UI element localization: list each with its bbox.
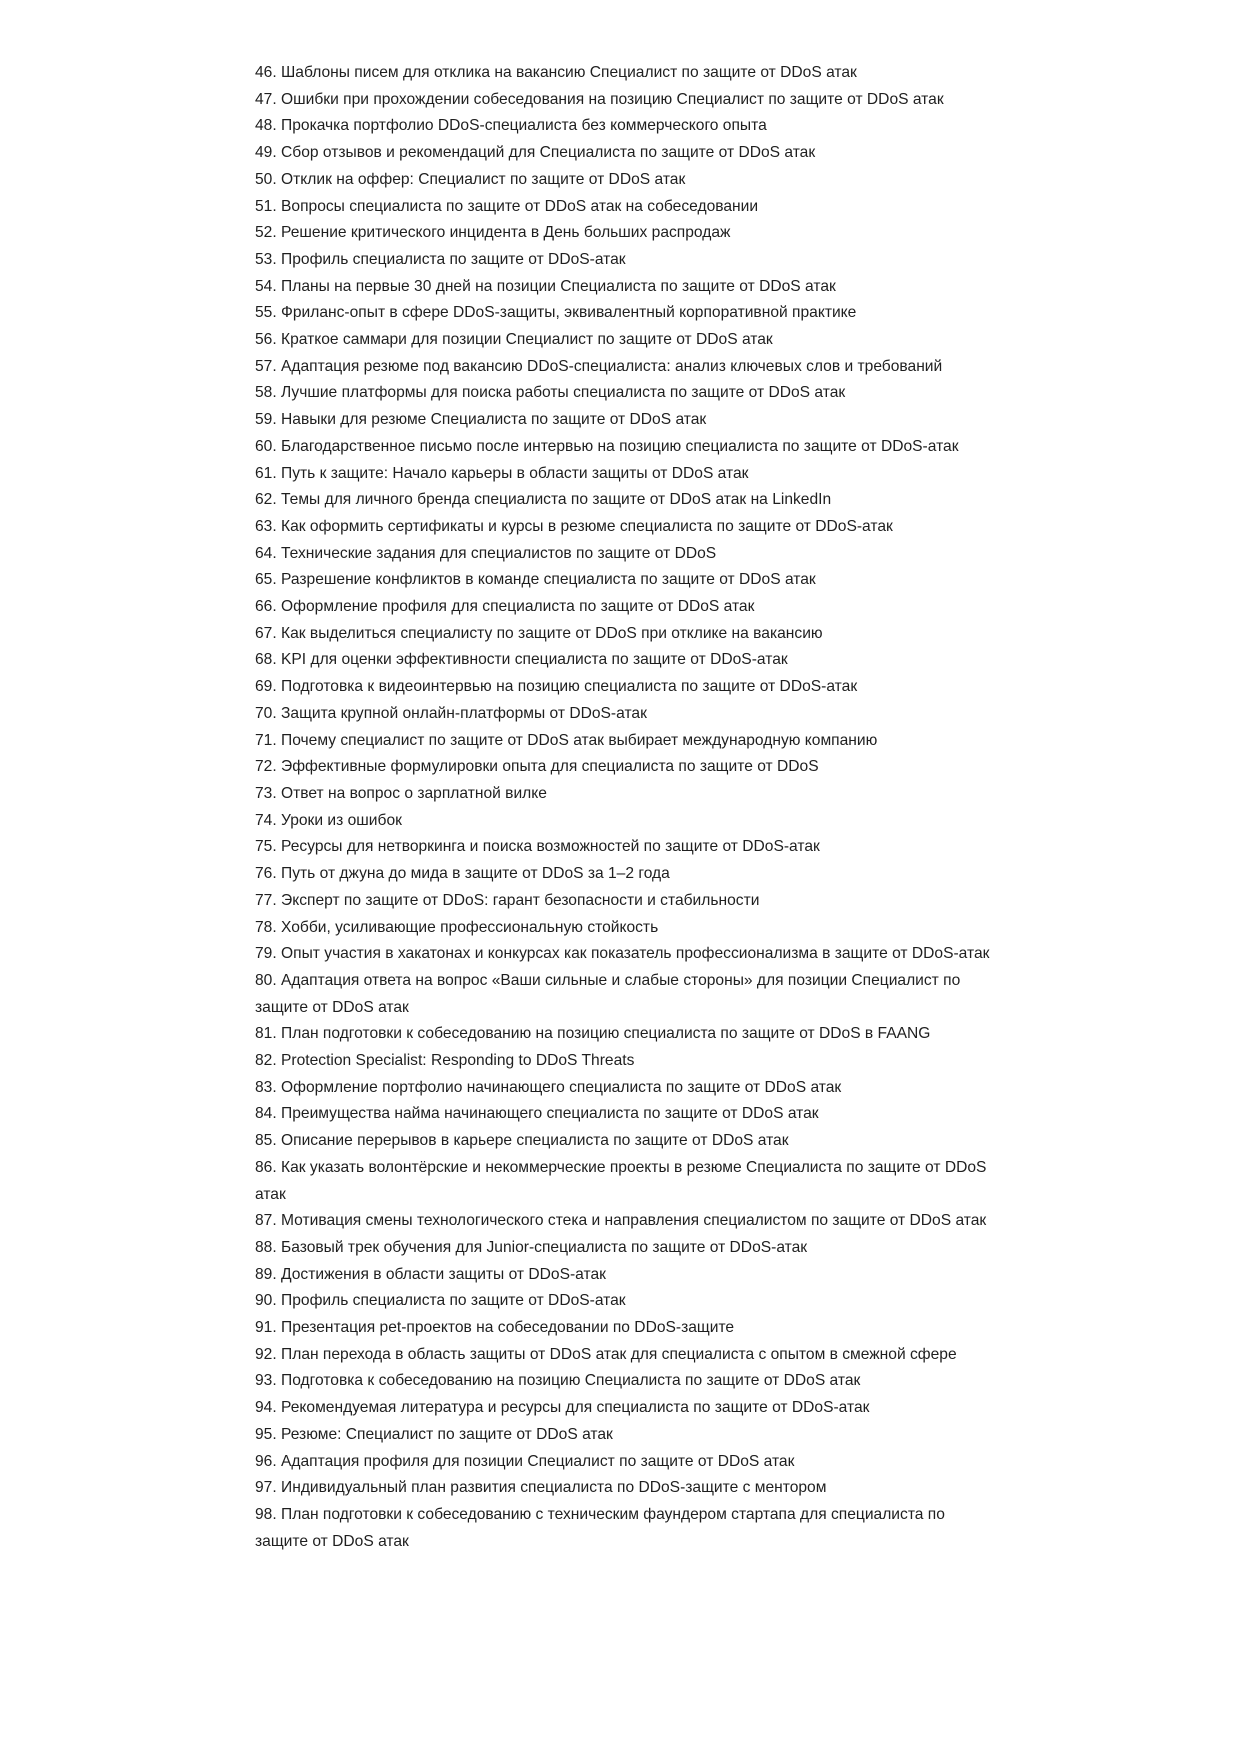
list-item: 92. План перехода в область защиты от DDoS атак для специалиста с опытом в смежной сфере [255,1345,957,1363]
list-item: 47. Ошибки при прохождении собеседования на позицию Специалист по защите от DDoS атак [255,90,944,108]
list-item: 81. План подготовки к собеседованию на позицию специалиста по защите от DDoS в FAANG [255,1025,931,1043]
list-item: 59. Навыки для резюме Специалиста по защите от DDoS атак [255,411,707,429]
list-item: 85. Описание перерывов в карьере специалиста по защите от DDoS атак [255,1132,789,1150]
list-item: 64. Технические задания для специалистов по защите от DDoS [255,544,717,562]
list-item: 46. Шаблоны писем для отклика на вакансию Специалист по защите от DDoS атак [255,64,857,81]
list-item: 53. Профиль специалиста по защите от DDoS-атак [255,250,626,268]
list-item: 48. Прокачка портфолио DDoS-специалиста без коммерческого опыта [255,117,767,135]
list-item: 63. Как оформить сертификаты и курсы в резюме специалиста по защите от DDoS-атак [255,517,893,535]
list-item: 98. План подготовки к собеседованию с техническим фаундером стартапа для специалиста по защите от DDoS атак [255,1505,945,1550]
list-item: 88. Базовый трек обучения для Junior-специалиста по защите от DDoS-атак [255,1238,808,1256]
list-item: 71. Почему специалист по защите от DDoS атак выбирает международную компанию [255,731,878,749]
list-item: 61. Путь к защите: Начало карьеры в области защиты от DDoS атак [255,464,749,482]
list-item: 90. Профиль специалиста по защите от DDoS-атак [255,1292,626,1310]
list-item: 96. Адаптация профиля для позиции Специалист по защите от DDoS атак [255,1452,795,1470]
list-item: 50. Отклик на оффер: Специалист по защите от DDoS атак [255,170,686,188]
list-item: 56. Краткое саммари для позиции Специалист по защите от DDoS атак [255,331,773,349]
list-item: 51. Вопросы специалиста по защите от DDoS атак на собеседовании [255,197,759,215]
list-item: 82. Protection Specialist: Responding to DDoS Threats [255,1052,635,1070]
list-item: 62. Темы для личного бренда специалиста по защите от DDoS атак на LinkedIn [255,491,832,509]
list-item: 57. Адаптация резюме под вакансию DDoS-специалиста: анализ ключевых слов и требований [255,357,943,375]
list-item: 76. Путь от джуна до мида в защите от DDoS за 1–2 года [255,865,670,883]
article-list [255,60,1000,1555]
list-item: 91. Презентация pet-проектов на собеседовании по DDoS-защите [255,1319,735,1337]
list-item: 95. Резюме: Специалист по защите от DDoS атак [255,1425,613,1443]
list-item: 79. Опыт участия в хакатонах и конкурсах как показатель профессионализма в защите от DDoS-атак [255,945,990,963]
list-item: 78. Хобби, усиливающие профессиональную стойкость [255,918,659,936]
list-item: 89. Достижения в области защиты от DDoS-атак [255,1265,606,1283]
list-item: 83. Оформление портфолио начинающего специалиста по защите от DDoS атак [255,1078,842,1096]
list-item: 66. Оформление профиля для специалиста по защите от DDoS атак [255,598,755,616]
list-item: 75. Ресурсы для нетворкинга и поиска возможностей по защите от DDoS-атак [255,838,820,856]
list-item: 60. Благодарственное письмо после интервью на позицию специалиста по защите от DDoS-атак [255,437,959,455]
list-item: 65. Разрешение конфликтов в команде специалиста по защите от DDoS атак [255,571,816,589]
list-item: 74. Уроки из ошибок [255,811,402,829]
list-item: 58. Лучшие платформы для поиска работы специалиста по защите от DDoS атак [255,384,846,402]
list-item: 80. Адаптация ответа на вопрос «Ваши сильные и слабые стороны» для позиции Специалист по защите от DDoS атак [255,971,961,1016]
list-item: 52. Решение критического инцидента в День больших распродаж [255,224,731,242]
list-item: 97. Индивидуальный план развития специалиста по DDoS-защите с ментором [255,1479,827,1497]
list-item: 86. Как указать волонтёрские и некоммерческие проекты в резюме Специалиста по защите от DDoS атак [255,1158,987,1203]
list-item: 69. Подготовка к видеоинтервью на позицию специалиста по защите от DDoS-атак [255,678,858,696]
list-item: 67. Как выделиться специалисту по защите от DDoS при отклике на вакансию [255,624,823,642]
list-item: 87. Мотивация смены технологического стека и направления специалистом по защите от DDoS атак [255,1212,987,1230]
list-item: 94. Рекомендуемая литература и ресурсы для специалиста по защите от DDoS-атак [255,1399,870,1417]
list-item: 70. Защита крупной онлайн-платформы от DDoS-атак [255,704,647,722]
list-item: 84. Преимущества найма начинающего специалиста по защите от DDoS атак [255,1105,819,1123]
list-item: 55. Фриланс-опыт в сфере DDoS-защиты, эквивалентный корпоративной практике [255,304,857,322]
list-item: 73. Ответ на вопрос о зарплатной вилке [255,784,547,802]
list-item: 49. Сбор отзывов и рекомендаций для Специалиста по защите от DDoS атак [255,144,816,162]
list-item: 54. Планы на первые 30 дней на позиции Специалиста по защите от DDoS атак [255,277,836,295]
list-item: 77. Эксперт по защите от DDoS: гарант безопасности и стабильности [255,891,760,909]
list-item: 72. Эффективные формулировки опыта для специалиста по защите от DDoS [255,758,819,776]
list-item: 68. KPI для оценки эффективности специалиста по защите от DDoS-атак [255,651,788,669]
list-item: 93. Подготовка к собеседованию на позицию Специалиста по защите от DDoS атак [255,1372,861,1390]
